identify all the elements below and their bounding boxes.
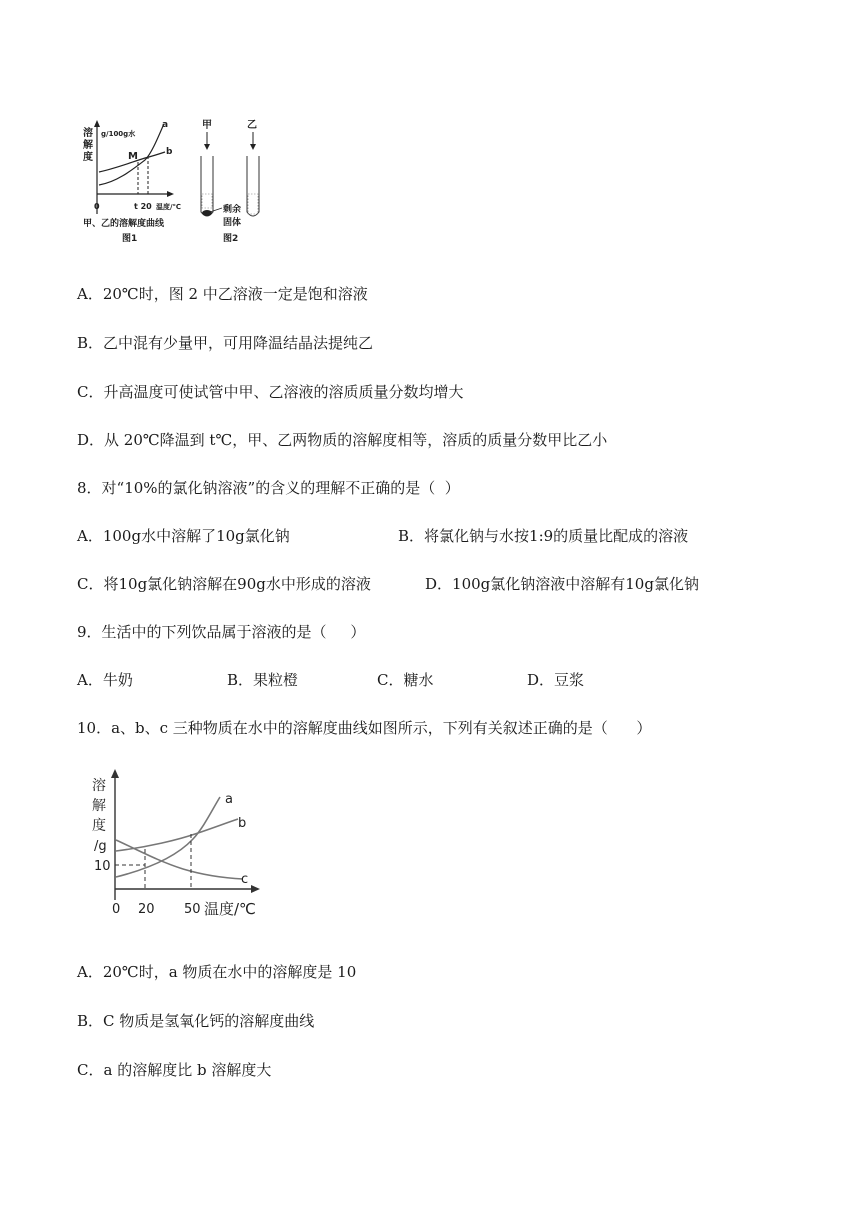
q10-option-c: C．a 的溶解度比 b 溶解度大 bbox=[77, 1061, 272, 1079]
fig10-y-tick: 10 bbox=[94, 859, 111, 874]
q8-option-a: A．100g水中溶解了10g氯化钠 bbox=[77, 527, 290, 545]
q7-option-c: C．升高温度可使试管中甲、乙溶液的溶质质量分数均增大 bbox=[77, 383, 464, 401]
q9-option-c: C．糖水 bbox=[377, 671, 434, 689]
tube-jia-label: 甲 bbox=[202, 120, 212, 131]
q9-option-b: B．果粒橙 bbox=[227, 671, 299, 689]
fig10-x-label: 温度/℃ bbox=[204, 900, 256, 918]
fig1-y-label-1: 溶 bbox=[83, 128, 93, 139]
fig10-curve-c-label: c bbox=[241, 872, 249, 887]
tube-yi bbox=[247, 156, 259, 216]
fig10-x-arrow bbox=[251, 885, 260, 893]
fig10-curve-c bbox=[116, 840, 243, 879]
q10-option-b: B．C 物质是氢氧化钙的溶解度曲线 bbox=[77, 1012, 315, 1030]
q7-option-b: B．乙中混有少量甲，可用降温结晶法提纯乙 bbox=[77, 334, 374, 352]
fig10-curve-b bbox=[116, 819, 238, 851]
tube-jia-solution bbox=[202, 194, 212, 208]
q8-option-b: B．将氯化钠与水按1:9的质量比配成的溶液 bbox=[398, 527, 689, 545]
fig1-y-arrow bbox=[94, 120, 100, 127]
tube-jia bbox=[201, 156, 213, 216]
fig1-point-m: M bbox=[128, 151, 138, 162]
fig1-origin: 0 bbox=[94, 202, 100, 211]
tube-yi-arrowhead bbox=[250, 144, 256, 150]
question-7-figure bbox=[77, 112, 277, 257]
fig1-curve-a-label: a bbox=[162, 120, 169, 130]
fig10-curve-a-label: a bbox=[225, 792, 233, 807]
residue-label-1: 剩余 bbox=[223, 205, 242, 215]
fig10-y-label-3: 度 bbox=[92, 818, 106, 834]
q9-stem: 9．生活中的下列饮品属于溶液的是（ ） bbox=[77, 623, 366, 641]
q8-option-d: D．100g氯化钠溶液中溶解有10g氯化钠 bbox=[425, 575, 699, 593]
fig10-curve-b-label: b bbox=[238, 816, 247, 831]
fig2-label: 图2 bbox=[223, 234, 239, 244]
q10-option-a: A．20℃时，a 物质在水中的溶解度是 10 bbox=[77, 963, 357, 981]
q8-stem: 8．对“10%的氯化钠溶液”的含义的理解不正确的是（ ） bbox=[77, 479, 460, 497]
fig1-caption: 甲、乙的溶解度曲线 bbox=[83, 219, 165, 229]
q7-option-d: D．从 20℃降温到 t℃，甲、乙两物质的溶解度相等，溶质的质量分数甲比乙小 bbox=[77, 431, 608, 449]
q9-option-d: D．豆浆 bbox=[527, 671, 585, 689]
tube-jia-residue bbox=[202, 210, 212, 216]
q10-stem: 10．a、b、c 三种物质在水中的溶解度曲线如图所示，下列有关叙述正确的是（ ） bbox=[77, 719, 652, 737]
fig1-x-tick: t 20 bbox=[134, 202, 152, 211]
fig1-curve-b-label: b bbox=[166, 147, 173, 157]
residue-label-2: 固体 bbox=[223, 218, 242, 228]
fig1-x-arrow bbox=[167, 191, 174, 197]
tube-yi-solution bbox=[248, 194, 258, 214]
fig10-y-arrow bbox=[111, 769, 119, 778]
fig1-label: 图1 bbox=[122, 234, 138, 244]
fig10-y-label-2: 解 bbox=[92, 798, 106, 814]
fig1-y-label-3: 度 bbox=[83, 152, 93, 163]
fig10-origin: 0 bbox=[112, 902, 121, 917]
tube-yi-label: 乙 bbox=[247, 120, 257, 131]
q9-option-a: A．牛奶 bbox=[77, 671, 133, 689]
fig1-y-label-2: 解 bbox=[83, 140, 93, 151]
residue-pointer bbox=[210, 208, 222, 212]
fig10-y-unit: /g bbox=[94, 839, 107, 854]
q8-option-c: C．将10g氯化钠溶解在90g水中形成的溶液 bbox=[77, 575, 371, 593]
fig10-y-label-1: 溶 bbox=[92, 778, 106, 794]
fig1-x-label: 温度/℃ bbox=[156, 203, 182, 211]
fig10-x-tick-50: 50 bbox=[184, 902, 201, 917]
fig1-y-unit: g/100g水 bbox=[101, 130, 136, 138]
fig10-x-tick-20: 20 bbox=[138, 902, 155, 917]
q7-option-a: A．20℃时，图 2 中乙溶液一定是饱和溶液 bbox=[77, 285, 368, 303]
question-10-figure bbox=[88, 765, 268, 925]
tube-jia-arrowhead bbox=[204, 144, 210, 150]
